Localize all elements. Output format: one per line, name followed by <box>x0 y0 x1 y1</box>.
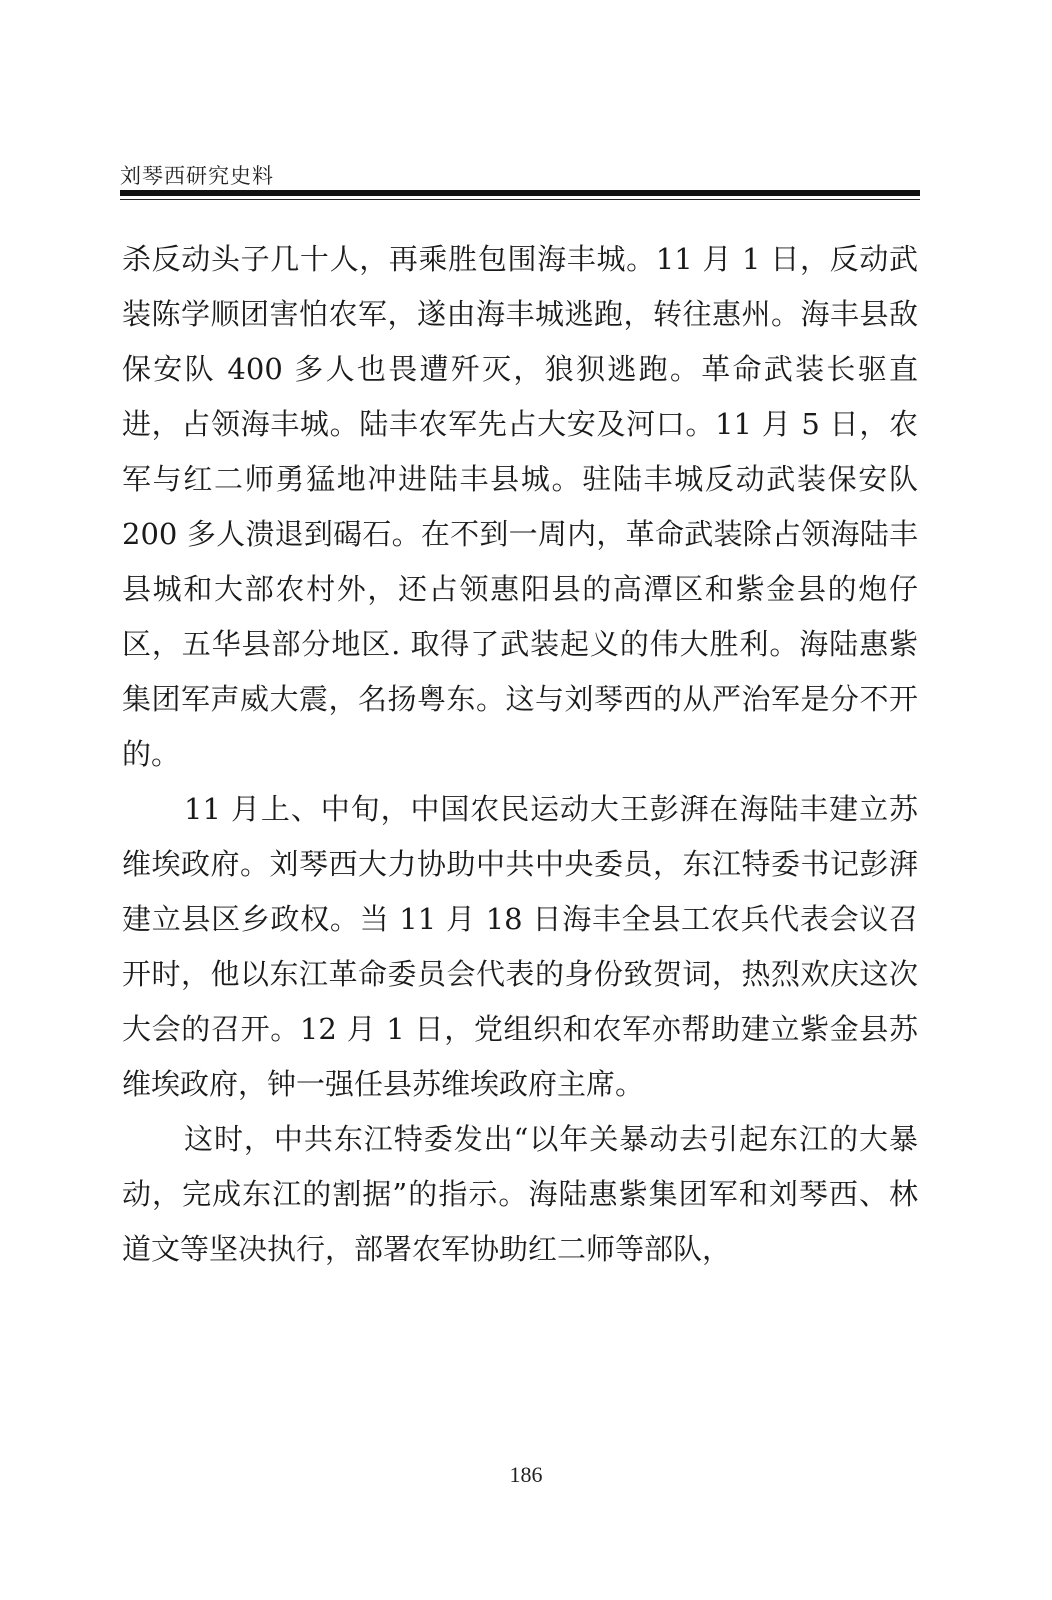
paragraph-3: 这时，中共东江特委发出“以年关暴动去引起东江的大暴动，完成东江的割据”的指示。海陆惠紫集团军和刘琴西、林道文等坚决执行，部署农军协助红二师等部队， <box>122 1122 918 1266</box>
paragraph-1: 杀反动头子几十人，再乘胜包围海丰城。11 月 1 日，反动武装陈学顺团害怕农军，遂由海丰城逃跑，转往惠州。海丰县敌保安队 400 多人也畏遭歼灭，狼狈逃跑。革命武装长驱直进，占领海丰城。陆丰农军先占大安及河口。11 月 5 日，农军与红二师勇猛地冲进陆丰县城。驻陆丰城反动武装保安队 200 多人溃退到碣石。在不到一周内，革命武装除占领海陆丰县城和大部农村外，还占领惠阳县的高潭区和紫金县的炮仔区，五华县部分地区. 取得了武装起义的伟大胜利。海陆惠紫集团军声威大震，名扬粤东。这与刘琴西的从严治军是分不开的。 <box>122 242 918 771</box>
page-number: 186 <box>509 1462 543 1487</box>
body-text <box>122 232 918 1277</box>
header-rule-thin <box>120 199 920 200</box>
header-rule-thick <box>120 190 920 196</box>
paragraph-2: 11 月上、中旬，中国农民运动大王彭湃在海陆丰建立苏维埃政府。刘琴西大力协助中共中央委员，东江特委书记彭湃建立县区乡政权。当 11 月 18 日海丰全县工农兵代表会议召开时，他以东江革命委员会代表的身份致贺词，热烈欢庆这次大会的召开。12 月 1 日，党组织和农军亦帮助建立紫金县苏维埃政府，钟一强任县苏维埃政府主席。 <box>122 792 918 1101</box>
running-header-title: 刘琴西研究史料 <box>120 164 274 188</box>
